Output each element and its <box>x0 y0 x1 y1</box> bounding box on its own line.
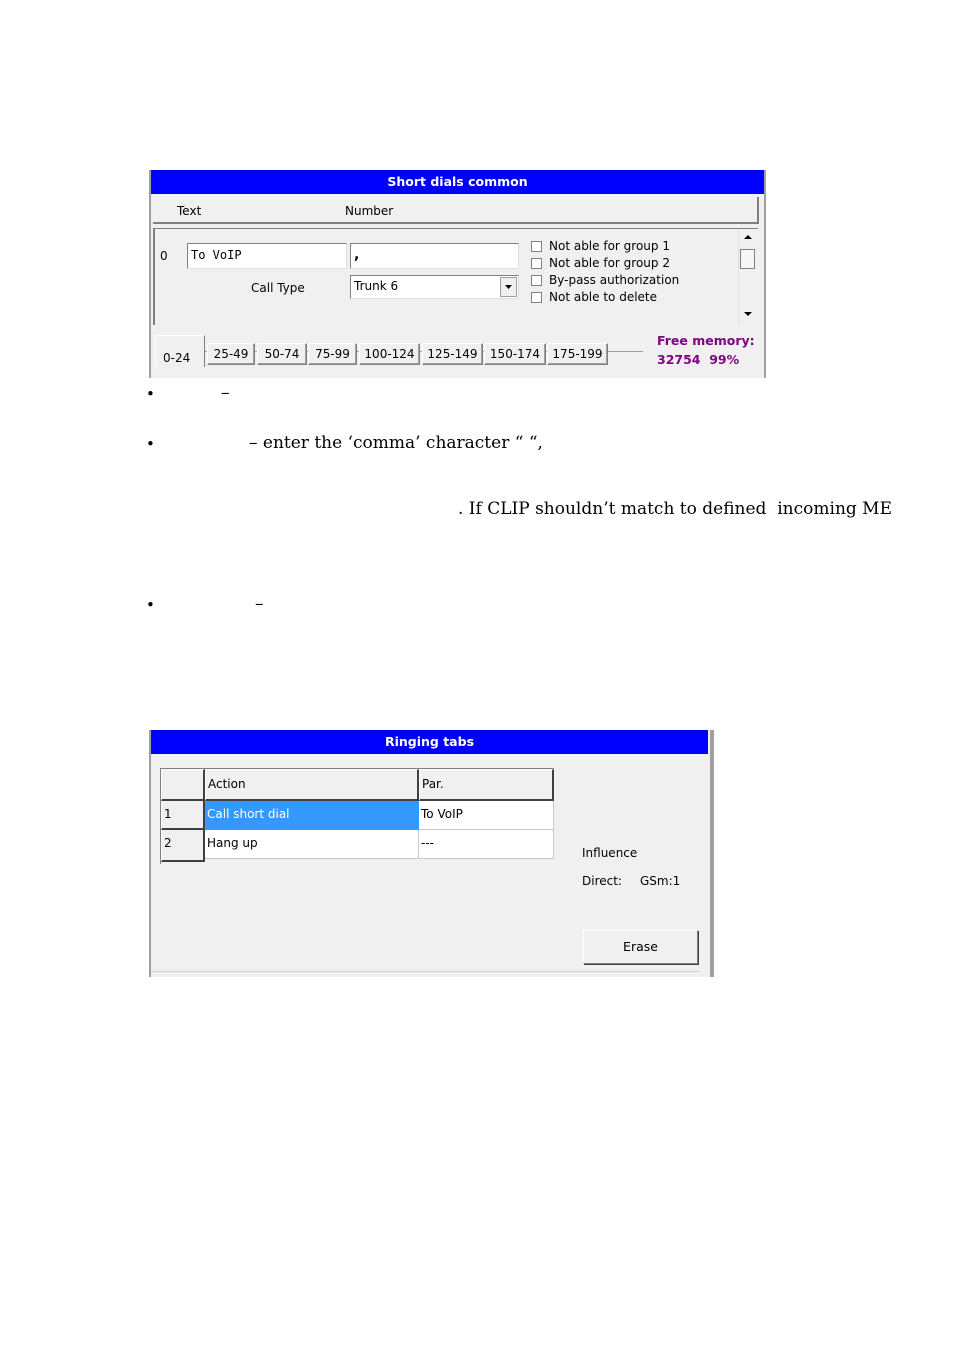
row-2-action[interactable]: Hang up <box>205 830 419 859</box>
checkbox-delete[interactable] <box>531 292 542 303</box>
row-1-index: 1 <box>161 801 205 830</box>
bullet2-text: – enter the ‘comma’ character “ “, <box>249 433 543 453</box>
call-type-select[interactable] <box>350 275 519 299</box>
scroll-up-icon[interactable] <box>743 233 753 241</box>
bullet1-text: – <box>221 383 230 403</box>
header-text: Text <box>177 204 202 218</box>
direct-value: GSm:1 <box>640 874 681 888</box>
bullet-3: • <box>146 596 155 614</box>
tab-125-149[interactable]: 125-149 <box>422 343 483 365</box>
ringing-tabs-window <box>149 730 714 977</box>
short-dials-panel <box>153 228 758 325</box>
vertical-scrollbar[interactable] <box>738 229 757 323</box>
row-2-index: 2 <box>161 830 205 862</box>
tab-0-24-label: 0-24 <box>163 351 191 365</box>
checkbox-group2-label: Not able for group 2 <box>549 256 670 270</box>
free-memory-value: 32754 99% <box>657 352 740 367</box>
text-input[interactable]: To VoIP <box>187 243 347 269</box>
checkbox-delete-label: Not able to delete <box>549 290 658 304</box>
tab-175-199[interactable]: 175-199 <box>547 343 608 365</box>
checkbox-group1[interactable] <box>531 241 542 252</box>
tab-25-49[interactable]: 25-49 <box>207 343 255 365</box>
erase-button-label: Erase <box>623 939 658 954</box>
tab-150-174[interactable]: 150-174 <box>484 343 546 365</box>
number-input[interactable]: , <box>350 243 519 269</box>
short-dials-title: Short dials common <box>151 170 764 194</box>
bullet-1: • <box>146 385 155 403</box>
clip-line: . If CLIP shouldn’t match to defined incoming ME <box>458 499 892 519</box>
header-par: Par. <box>419 769 554 801</box>
checkbox-bypass-label: By-pass authorization <box>549 273 680 287</box>
free-memory-label: Free memory: <box>657 333 755 348</box>
grid-corner <box>161 769 205 801</box>
short-dials-window <box>149 170 766 378</box>
row-1-par[interactable]: To VoIP <box>419 801 554 830</box>
call-type-value: Trunk 6 <box>354 279 399 293</box>
influence-label: Influence <box>582 846 638 860</box>
tab-50-74[interactable]: 50-74 <box>257 343 307 365</box>
erase-button[interactable] <box>583 930 698 964</box>
ringing-grid <box>160 768 554 864</box>
direct-label: Direct: <box>582 874 622 888</box>
checkbox-bypass[interactable] <box>531 275 542 286</box>
scroll-down-icon[interactable] <box>743 310 753 318</box>
row-2-par[interactable]: --- <box>419 830 554 859</box>
row-index: 0 <box>160 249 168 263</box>
tab-75-99[interactable]: 75-99 <box>308 343 357 365</box>
checkbox-group1-label: Not able for group 1 <box>549 239 670 253</box>
range-tabs <box>153 329 759 373</box>
chevron-down-icon[interactable] <box>500 277 517 297</box>
ringing-tabs-title: Ringing tabs <box>151 730 708 754</box>
scroll-thumb[interactable] <box>740 249 755 269</box>
tab-0-24[interactable] <box>155 335 205 367</box>
bullet-2: • <box>146 435 155 453</box>
window-bottom-edge <box>151 971 700 978</box>
checkbox-group2[interactable] <box>531 258 542 269</box>
short-dials-header <box>153 197 759 224</box>
tab-100-124[interactable]: 100-124 <box>359 343 420 365</box>
call-type-label: Call Type <box>251 281 305 295</box>
header-action: Action <box>205 769 419 801</box>
bullet3-text: – <box>255 594 264 614</box>
row-1-action[interactable]: Call short dial <box>205 801 419 830</box>
header-number: Number <box>345 204 394 218</box>
